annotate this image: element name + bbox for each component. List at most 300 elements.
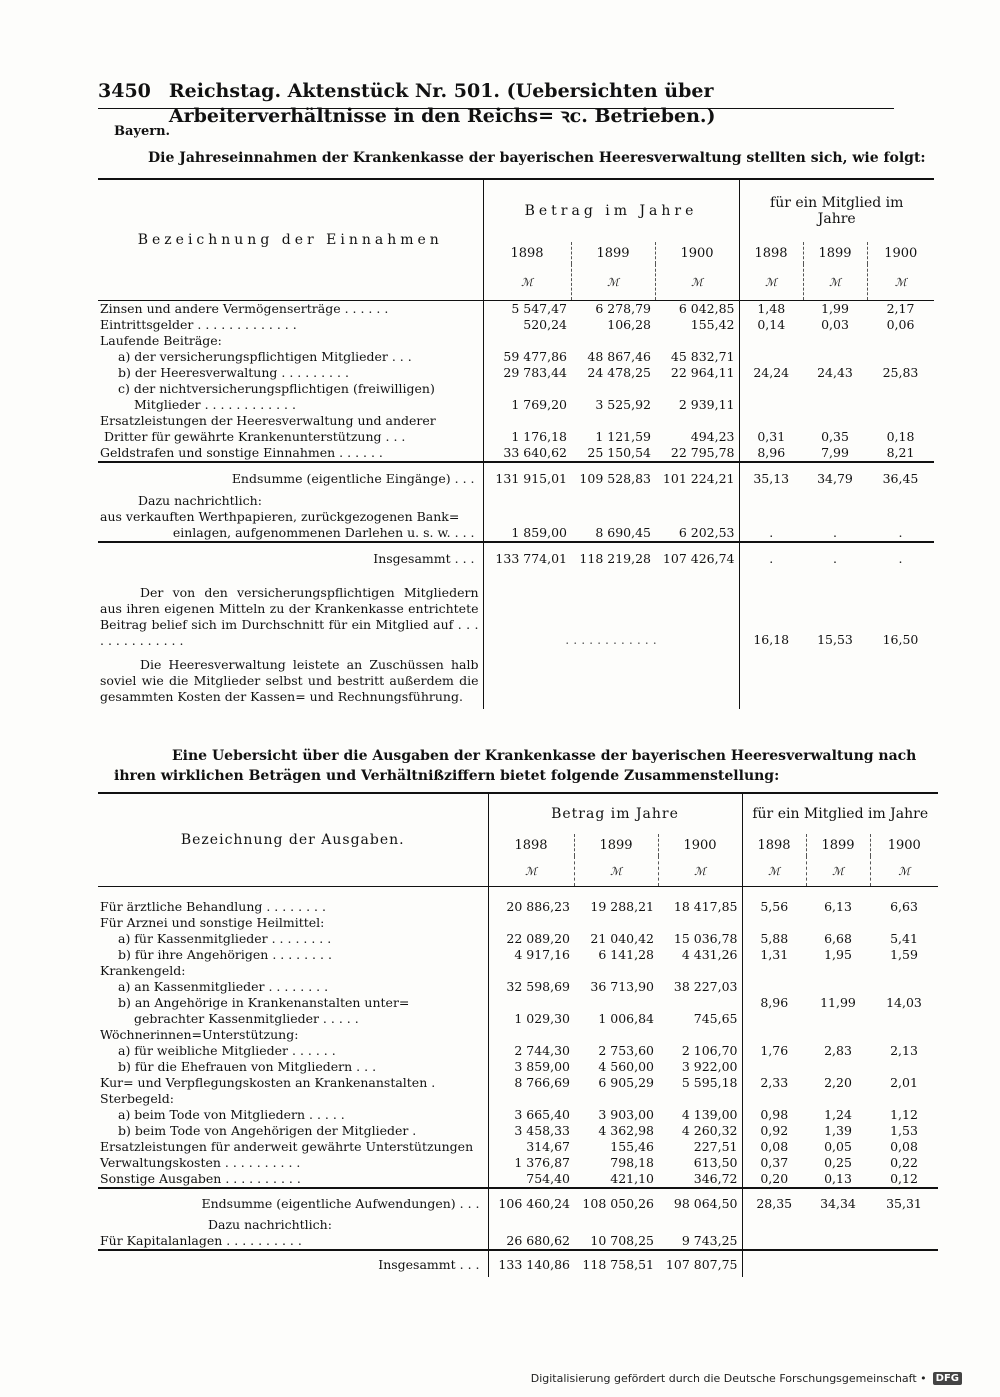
unit-mark: ℳ [739,264,803,301]
income-amount-cell [571,333,655,349]
income-member-cell [803,349,867,365]
income-amount-cell: 6 278,79 [595,301,651,316]
expense-member-cell: 0,13 [824,1171,852,1186]
income-extra-value: 6 202,53 [678,525,735,540]
income-extra-value: 8 690,45 [595,525,651,540]
income-amount-cell: 33 640,62 [483,445,571,462]
expense-amount-cell: 745,65 [693,1011,738,1026]
expense-member-cell: 0,37 [742,1155,806,1171]
expense-member-cell: 1,31 [742,947,806,963]
expense-amount-cell: 613,50 [693,1155,738,1170]
expense-row [98,995,938,1011]
income-amount-cell: 2 939,11 [678,397,735,412]
expense-year: 1900 [658,834,742,856]
expense-member-cell: 0,20 [742,1171,806,1188]
unit-mark: ℳ [658,856,742,887]
expense-member-cell [870,1027,938,1043]
income-row [98,349,934,365]
expense-amount-cell [488,995,574,1011]
expense-year: 1900 [870,834,938,856]
expense-row-label: Für Arznei und sonstige Heilmittel: [100,915,325,930]
expense-row-label: a) für weibliche Mitglieder . . . . . . [118,1043,336,1058]
footer-text: Digitalisierung gefördert durch die Deutsche Forschungsgemeinschaft • [530,1372,927,1385]
income-extra-head: Dazu nachrichtlich: [138,493,262,508]
income-row [98,333,934,349]
income-member-cell: 0,03 [821,317,849,332]
income-total-label: Endsumme (eigentliche Eingänge) . . . [231,470,475,486]
expense-amount-cell: 314,67 [488,1139,574,1155]
income-row [98,397,934,413]
empty-dot: . [739,542,803,573]
expense-member-cell: 0,08 [742,1139,806,1155]
expense-member-cell [742,915,806,931]
expense-member-cell: 0,08 [890,1139,918,1154]
income-row [98,317,934,333]
digitization-footer [531,1372,962,1385]
income-amount-cell [655,333,739,349]
income-amount-cell [483,333,571,349]
expense-amount-cell: 6 141,28 [598,947,654,962]
expense-amount-cell: 32 598,69 [488,979,574,995]
expense-amount-cell: 1 006,84 [598,1011,654,1026]
expense-amount-cell: 4 139,00 [681,1107,738,1122]
empty-dot: . [833,550,837,566]
expense-member-cell: 1,53 [890,1123,918,1138]
expense-member-cell: 1,39 [824,1123,852,1138]
income-row-label: a) der versicherungspflichtigen Mitglieder . . . [118,349,412,364]
income-row [98,429,934,445]
expense-member-cell: 0,05 [824,1139,852,1154]
expense-amount-cell: 4 917,16 [488,947,574,963]
unit-mark: ℳ [806,856,870,887]
expense-member-cell [806,979,870,995]
expense-row [98,915,938,931]
income-year: 1899 [803,242,867,264]
expense-row [98,963,938,979]
expense-amount-cell [658,1027,742,1043]
expense-amount-cell: 18 417,85 [673,899,738,914]
income-member-cell [803,381,867,397]
income-amount-cell: 48 867,46 [587,349,651,364]
expense-member-cell: 0,12 [890,1171,918,1186]
note-member: 16,18 [739,573,803,653]
expense-amount-cell [574,995,658,1011]
income-grand-label: Insgesammt . . . [373,550,475,566]
expense-member-cell: 1,59 [890,947,918,962]
income-row [98,413,934,429]
income-amount-cell [655,381,739,397]
expense-total-value: 98 064,50 [673,1195,738,1211]
expense-intro: Eine Uebersicht über die Ausgaben der Krankenkasse der bayerischen Heeresverwaltung nach ihren wirklichen Beträgen und Verhältnißziffern bietet folgende Zusammenstellung: [114,748,917,784]
expense-member-cell: 8,96 [742,995,806,1011]
dfg-logo-icon: DFG [933,1372,962,1385]
income-member-cell: 8,96 [739,445,803,462]
income-member-cell [739,333,803,349]
expense-amount-cell: 3 458,33 [488,1123,574,1139]
empty-dot: . [898,550,903,566]
expense-amount-cell [574,915,658,931]
expense-member-cell: 5,41 [890,931,918,946]
expense-member-cell [870,1011,938,1027]
expense-member-cell: 11,99 [820,995,856,1010]
income-total-value: 109 528,83 [579,470,651,486]
expense-row-label: Krankengeld: [100,963,186,978]
expense-amount-header: Betrag im Jahre [488,793,742,834]
expense-row [98,979,938,995]
income-amount-cell: 29 783,44 [483,365,571,381]
income-member-cell: 0,18 [886,429,915,444]
expense-amount-cell [658,1091,742,1107]
expense-total-member: 34,34 [820,1195,856,1211]
income-row-label: Ersatzleistungen der Heeresverwaltung und anderer [100,413,436,428]
expense-table [98,792,938,1277]
income-member-header: für ein Mitglied im Jahre [739,179,934,242]
income-amount-cell [483,413,571,429]
income-table [98,178,934,709]
expense-grand-value: 133 140,86 [488,1250,574,1277]
expense-row-label: a) für Kassenmitglieder . . . . . . . . [118,931,332,946]
expense-amount-cell [658,963,742,979]
expense-row-label: Kur= und Verpflegungskosten an Krankenanstalten . [100,1075,436,1090]
expense-amount-cell [574,1027,658,1043]
expense-member-cell: 5,56 [742,899,806,915]
income-amount-cell: 1 769,20 [483,397,571,413]
expense-amount-cell [488,1027,574,1043]
expense-amount-cell [658,915,742,931]
expense-row-label: a) beim Tode von Mitgliedern . . . . . [118,1107,345,1122]
page-title: Reichstag. Aktenstück Nr. 501. (Uebersichten über Arbeiterverhältnisse in den Reichs= ꝛc. Betrieben.) [168,80,716,127]
expense-row-label: b) für die Ehefrauen von Mitgliedern . . . [118,1059,377,1074]
income-row-label: Eintrittsgelder . . . . . . . . . . . . . [100,317,297,332]
expense-amount-cell: 3 859,00 [488,1059,574,1075]
income-extra-line: aus verkauften Werthpapieren, zurückgezogenen Bank= [100,509,460,524]
expense-row-label: b) beim Tode von Angehörigen der Mitglieder . [118,1123,417,1138]
expense-row [98,1091,938,1107]
expense-member-cell: 14,03 [886,995,922,1010]
unit-mark: ℳ [803,264,867,301]
header-rule [98,108,894,109]
income-note: Der von den versicherungspflichtigen Mitgliedern aus ihren eigenen Mitteln zu der Krankenkasse entrichtete Beitrag belief sich im Durchschnitt für ein Mitglied auf . . . . . . . . . . . . . . [100,585,479,648]
expense-member-cell [806,915,870,931]
income-member-cell [867,413,934,429]
unit-mark: ℳ [867,264,934,301]
expense-row [98,1059,938,1075]
income-amount-cell: 1 121,59 [595,429,651,444]
expense-amount-cell: 4 260,32 [681,1123,738,1138]
expense-grand-value: 107 807,75 [665,1256,738,1272]
income-amount-cell: 59 477,86 [483,349,571,365]
income-year: 1899 [571,242,655,264]
income-member-cell [739,381,803,397]
expense-row-label: Für ärztliche Behandlung . . . . . . . . [100,899,326,914]
income-member-cell [867,397,934,413]
income-member-cell [739,349,803,365]
unit-mark: ℳ [488,856,574,887]
empty-dot: . [898,525,903,540]
expense-amount-cell: 4 431,26 [681,947,738,962]
empty-dot: . [739,525,803,542]
empty-dot: . [833,525,837,540]
expense-member-cell: 2,83 [824,1043,852,1058]
income-member-cell: 8,21 [886,445,915,460]
expense-extra-value: 9 743,25 [681,1233,738,1248]
income-amount-cell: 22 964,11 [670,365,735,380]
expense-amount-cell: 4 362,98 [598,1123,654,1138]
note-member: 16,50 [882,632,919,647]
income-year: 1898 [739,242,803,264]
expense-row-label: Sonstige Ausgaben . . . . . . . . . . [100,1171,301,1186]
expense-amount-cell: 2 753,60 [598,1043,654,1058]
expense-member-cell: 2,01 [890,1075,918,1090]
expense-row-label: gebrachter Kassenmitglieder . . . . . [134,1011,359,1026]
expense-member-cell: 6,63 [890,899,918,914]
expense-member-cell [870,979,938,995]
expense-member-cell: 0,25 [824,1155,852,1170]
expense-member-cell: 2,33 [742,1075,806,1091]
expense-member-cell [870,1059,938,1075]
expense-member-cell: 0,98 [742,1107,806,1123]
expense-amount-cell: 36 713,90 [590,979,654,994]
expense-row-label: b) an Angehörige in Krankenanstalten unter= [118,995,410,1010]
expense-member-cell: 6,13 [824,899,852,914]
income-amount-header: Betrag im Jahre [483,179,739,242]
expense-row-label: Sterbegeld: [100,1091,174,1106]
expense-member-cell [806,1091,870,1107]
expense-member-cell [870,1091,938,1107]
income-member-cell [803,333,867,349]
expense-amount-cell [574,1091,658,1107]
expense-row-label: b) für ihre Angehörigen . . . . . . . . [118,947,332,962]
expense-amount-cell: 21 040,42 [590,931,654,946]
income-extra-value: 1 859,00 [483,525,571,542]
expense-total-label: Endsumme (eigentliche Aufwendungen) . . . [201,1195,480,1211]
income-row [98,445,934,462]
expense-member-cell: 1,76 [742,1043,806,1059]
expense-amount-cell: 346,72 [693,1171,738,1186]
expense-row-label: a) an Kassenmitglieder . . . . . . . . [118,979,329,994]
expense-amount-cell: 421,10 [610,1171,654,1186]
expense-member-cell [870,915,938,931]
expense-member-cell: 1,24 [824,1107,852,1122]
expense-extra-value: 10 708,25 [590,1233,654,1248]
income-member-cell [803,413,867,429]
expense-member-cell [742,963,806,979]
income-amount-cell: 45 832,71 [670,349,735,364]
expense-row-label: Verwaltungskosten . . . . . . . . . . [100,1155,301,1170]
expense-total-member: 28,35 [742,1188,806,1217]
income-member-cell: 24,43 [817,365,853,380]
expense-member-cell [870,963,938,979]
income-row-label: Geldstrafen und sonstige Einnahmen . . . . . . [100,445,383,460]
expense-row [98,1043,938,1059]
expense-extra-label: Für Kapitalanlagen . . . . . . . . . . [100,1233,302,1248]
expense-amount-cell [488,1091,574,1107]
expense-amount-cell [488,963,574,979]
expense-row-label: Ersatzleistungen für anderweit gewährte Unterstützungen [100,1139,474,1154]
expense-row [98,1139,938,1155]
expense-amount-cell: 1 029,30 [488,1011,574,1027]
expense-amount-cell: 4 560,00 [598,1059,654,1074]
expense-year: 1899 [574,834,658,856]
income-total-value: 101 224,21 [662,470,735,486]
note-member: 15,53 [817,632,853,647]
expense-grand-value: 118 758,51 [582,1256,654,1272]
income-member-cell: 0,14 [739,317,803,333]
income-member-cell: 7,99 [821,445,849,460]
expense-amount-cell: 2 744,30 [488,1043,574,1059]
expense-amount-cell: 3 903,00 [598,1107,654,1122]
expense-grand-label: Insgesammt . . . [378,1256,480,1272]
income-member-cell [739,413,803,429]
expense-extra-head: Dazu nachrichtlich: [208,1217,332,1232]
unit-mark: ℳ [571,264,655,301]
income-member-cell [867,381,934,397]
expense-member-header: für ein Mitglied im Jahre [742,793,938,834]
unit-mark: ℳ [574,856,658,887]
expense-row [98,931,938,947]
income-amount-cell [483,381,571,397]
income-row-label: Zinsen und andere Vermögenserträge . . . . . . [100,301,389,316]
expense-row [98,1171,938,1188]
income-grand-value: 118 219,28 [579,550,651,566]
income-grand-value: 107 426,74 [662,550,735,566]
income-grand-value: 133 774,01 [483,542,571,573]
income-row-label: Mitglieder . . . . . . . . . . . . [134,397,296,412]
expense-amount-cell: 3 922,00 [681,1059,738,1074]
income-total-member: 35,13 [739,462,803,493]
expense-year: 1898 [488,834,574,856]
income-amount-cell: 520,24 [483,317,571,333]
expense-amount-cell: 20 886,23 [488,899,574,915]
income-member-cell [867,349,934,365]
income-member-cell [867,333,934,349]
unit-mark: ℳ [742,856,806,887]
expense-row-label: Wöchnerinnen=Unterstützung: [100,1027,299,1042]
income-row-label: c) der nichtversicherungspflichtigen (freiwilligen) [118,381,435,396]
income-row [98,301,934,318]
expense-desc-header: Bezeichnung der Ausgaben. [98,793,488,887]
income-member-cell: 25,83 [882,365,919,380]
income-amount-cell [571,413,655,429]
expense-row [98,1107,938,1123]
expense-amount-cell: 22 089,20 [488,931,574,947]
expense-amount-cell: 38 227,03 [673,979,738,994]
expense-row [98,1075,938,1091]
expense-amount-cell [574,963,658,979]
expense-member-cell [742,1011,806,1027]
income-row [98,381,934,397]
income-member-cell: 1,48 [739,301,803,318]
expense-member-cell: 2,13 [890,1043,918,1058]
income-amount-cell: 106,28 [607,317,651,332]
expense-amount-cell: 754,40 [488,1171,574,1188]
note-dots: . . . . . . . . . . . . [483,573,739,653]
expense-member-cell: 1,95 [824,947,852,962]
income-total-value: 131 915,01 [483,462,571,493]
income-amount-cell: 6 042,85 [678,301,735,316]
unit-mark: ℳ [655,264,739,301]
expense-amount-cell: 1 376,87 [488,1155,574,1171]
income-extra-line: einlagen, aufgenommenen Darlehen u. s. w. . . . [172,525,475,540]
expense-row [98,947,938,963]
expense-row [98,1027,938,1043]
expense-member-cell [742,1091,806,1107]
income-row-label: Laufende Beiträge: [100,333,222,348]
income-amount-cell: 494,23 [690,429,735,444]
expense-row [98,1155,938,1171]
expense-row [98,1123,938,1139]
income-amount-cell [571,381,655,397]
expense-amount-cell: 3 665,40 [488,1107,574,1123]
income-row-label: Dritter für gewährte Krankenunterstützung . . . [104,429,406,444]
expense-extra-value: 26 680,62 [488,1233,574,1250]
expense-member-cell: 0,22 [890,1155,918,1170]
expense-total-value: 106 460,24 [488,1188,574,1217]
income-intro: Die Jahreseinnahmen der Krankenkasse der bayerischen Heeresverwaltung stellten sich, wie folgt: [148,150,926,166]
expense-amount-cell: 15 036,78 [673,931,738,946]
unit-mark: ℳ [483,264,571,301]
expense-amount-cell [488,915,574,931]
expense-member-cell: 0,92 [742,1123,806,1139]
expense-member-cell: 5,88 [742,931,806,947]
expense-member-cell [742,979,806,995]
expense-member-cell [742,1027,806,1043]
expense-amount-cell: 6 905,29 [598,1075,654,1090]
income-member-cell: 0,35 [821,429,849,444]
income-note: Die Heeresverwaltung leistete an Zuschüssen halb soviel wie die Mitglieder selbst und bestritt außerdem die gesammten Kosten der Kassen= und Rechnungsführung. [100,657,479,704]
expense-total-value: 108 050,26 [582,1195,654,1211]
expense-row [98,899,938,915]
income-total-member: 34,79 [817,470,853,486]
expense-amount-cell: 5 595,18 [681,1075,738,1090]
page-number: 3450 [98,80,151,102]
expense-member-cell [806,1011,870,1027]
income-amount-cell: 3 525,92 [595,397,651,412]
income-member-cell: 24,24 [739,365,803,381]
income-row [98,365,934,381]
income-year: 1898 [483,242,571,264]
income-member-cell: 0,06 [886,317,915,332]
expense-amount-cell: 227,51 [693,1139,738,1154]
income-total-member: 36,45 [882,470,919,486]
section-title: Bayern. [114,124,171,139]
expense-amount-cell: 8 766,69 [488,1075,574,1091]
income-amount-cell: 5 547,47 [483,301,571,318]
expense-row [98,1011,938,1027]
expense-amount-cell: 155,46 [610,1139,654,1154]
income-row-label: b) der Heeresverwaltung . . . . . . . . . [118,365,349,380]
income-member-cell [803,397,867,413]
income-member-cell [739,397,803,413]
income-amount-cell: 25 150,54 [587,445,651,460]
income-member-cell: 2,17 [886,301,915,316]
page-header [98,80,894,128]
expense-member-cell [806,1027,870,1043]
expense-amount-cell: 19 288,21 [590,899,654,914]
expense-amount-cell: 2 106,70 [681,1043,738,1058]
expense-amount-cell: 798,18 [610,1155,654,1170]
expense-member-cell: 1,12 [890,1107,918,1122]
unit-mark: ℳ [870,856,938,887]
income-member-cell: 1,99 [821,301,849,316]
expense-member-cell: 6,68 [824,931,852,946]
expense-amount-cell [658,995,742,1011]
income-year: 1900 [867,242,934,264]
income-desc-header: Bezeichnung der Einnahmen [98,179,483,301]
income-amount-cell: 22 795,78 [670,445,735,460]
income-amount-cell [655,413,739,429]
income-amount-cell: 1 176,18 [483,429,571,445]
